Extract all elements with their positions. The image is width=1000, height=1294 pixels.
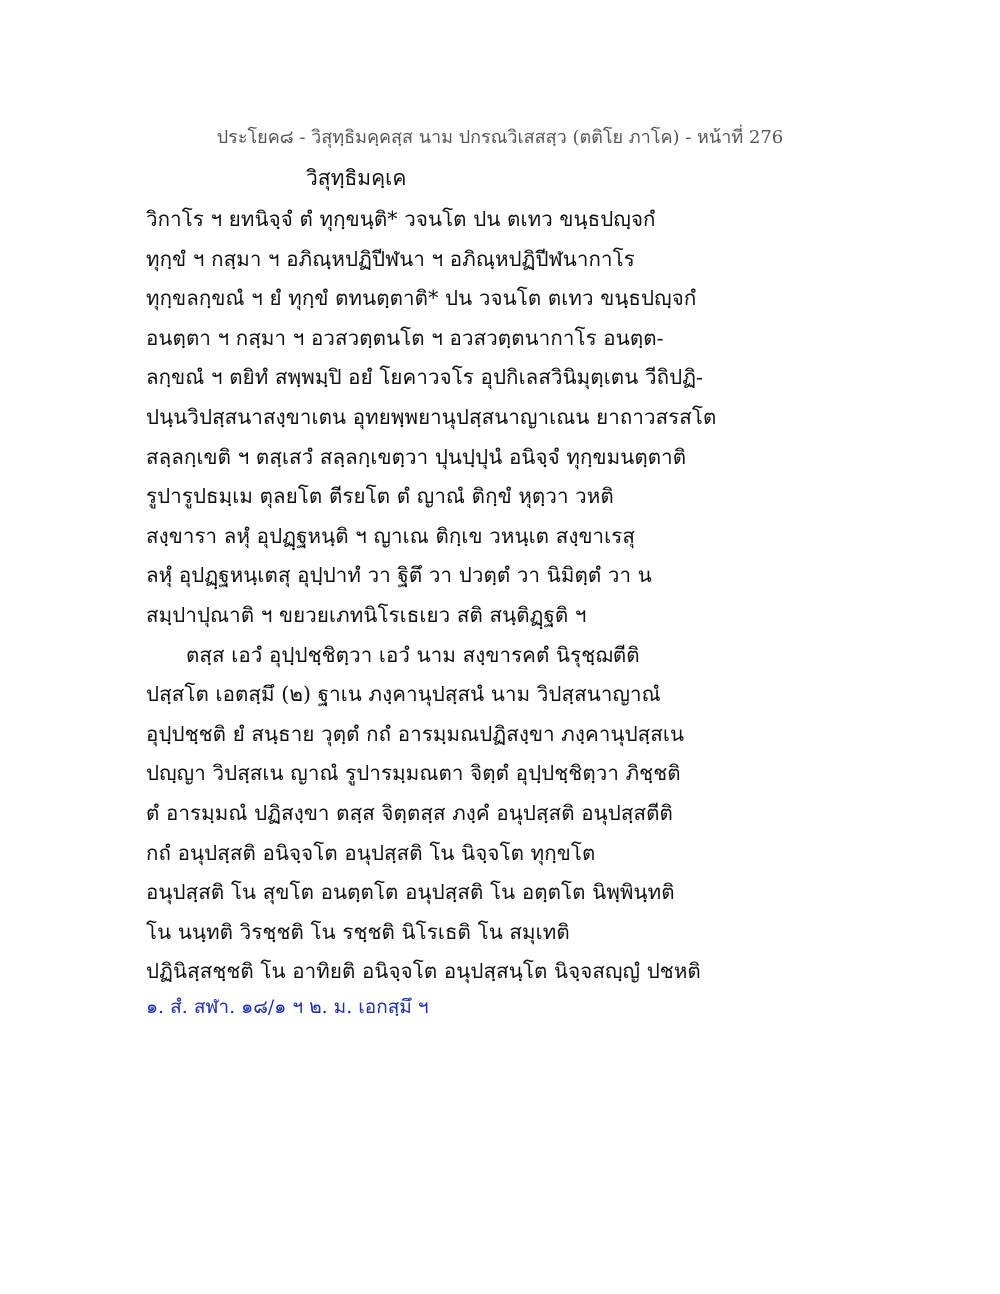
text-line: ปสฺสโต เอตสฺมึ (๒) ฐาเน ภงฺคานุปสฺสนํ นาม วิปสฺสนาญาณํ: [146, 682, 661, 707]
text-line: อุปฺปชฺชติ ยํ สนฺธาย วุตฺตํ กถํ อารมฺมณปฏิสงฺขา ภงฺคานุปสฺสเน: [146, 721, 685, 746]
text-line: ปนฺนวิปสฺสนาสงฺขาเตน อุทยพฺพยานุปสฺสนาญาเณน ยาถาวสรสโต: [146, 404, 717, 429]
text-line: ลกฺขณํ ฯ ตยิทํ สพฺพมฺปิ อยํ โยคาวจโร อุปกิเลสวินิมุตฺเตน วีถิปฏิ-: [146, 365, 704, 390]
text-line: อนตฺตา ฯ กสฺมา ฯ อวสวตฺตนโต ฯ อวสวตฺตนากาโร อนตฺต-: [146, 325, 664, 350]
text-line: สลฺลกฺเขติ ฯ ตสฺเสวํ สลฺลกฺเขตฺวา ปุนปฺปุนํ อนิจฺจํ ทุกฺขมนตฺตาติ: [146, 444, 687, 469]
footnote: ๑. สํ. สฬา. ๑๘/๑ ฯ ๒. ม. เอกสฺมึ ฯ: [146, 995, 429, 1018]
text-line: ตํ อารมฺมณํ ปฏิสงฺขา ตสฺส จิตฺตสฺส ภงฺคํ อนุปสฺสติ อนุปสฺสตีติ: [146, 800, 673, 825]
text-line: ลหุํ อุปฏฺฐหนฺเตสุ อุปฺปาทํ วา ฐิตึ วา ปวตฺตํ วา นิมิตฺตํ วา น: [146, 563, 652, 588]
text-line: ตสฺส เอวํ อุปฺปชฺชิตฺวา เอวํ นาม สงฺขารคตํ นิรุชฺฌตีติ: [186, 642, 640, 667]
text-line: วิกาโร ฯ ยทนิจฺจํ ตํ ทุกฺขนฺติ* วจนโต ปน ตเทว ขนฺธปญฺจกํ: [146, 207, 656, 231]
text-line: สมฺปาปุณาติ ฯ ขยวยเภทนิโรเธเยว สติ สนฺติฏฺฐติ ฯ: [146, 602, 587, 627]
book-title: วิสุทฺธิมคฺเค: [306, 166, 407, 190]
text-line: ปฏินิสฺสชฺชติ โน อาทิยติ อนิจฺจโต อนุปสฺสนฺโต นิจฺจสญฺญํ ปชหติ: [146, 959, 701, 984]
text-line: ปญฺญา วิปสฺสเน ญาณํ รูปารมฺมณตา จิตฺตํ อุปฺปชฺชิตฺวา ภิชฺชติ: [146, 761, 681, 786]
body-text: [146, 200, 717, 1022]
text-line: ทุกฺขํ ฯ กสฺมา ฯ อภิณฺหปฏิปีฬนา ฯ อภิณฺหปฏิปีฬนากาโร: [146, 246, 635, 271]
text-line: สงฺขารา ลหุํ อุปฏฺฐหนฺติ ฯ ญาเณ ติกฺเข วหนฺเต สงฺขาเรสุ: [146, 523, 635, 548]
text-line: รูปารูปธมฺเม ตุลยโต ตีรยโต ตํ ญาณํ ติกฺขํ หุตฺวา วหติ: [146, 484, 614, 509]
text-line: อนุปสฺสติ โน สุขโต อนตฺตโต อนุปสฺสติ โน อตฺตโต นิพฺพินฺทติ: [146, 880, 675, 905]
text-line: ทุกฺขลกฺขณํ ฯ ยํ ทุกฺขํ ตทนตฺตาติ* ปน วจนโต ตเทว ขนฺธปญฺจกํ: [146, 286, 697, 311]
paragraph-2: [146, 636, 706, 992]
page-header: ประโยค๘ - วิสุทฺธิมคฺคสฺส นาม ปกรณวิเสสสฺว (ตติโย ภาโค) - หน้าที่ 276: [216, 127, 784, 148]
paragraph-1: [146, 200, 717, 636]
text-line: โน นนฺทติ วิรชฺชติ โน รชฺชติ นิโรเธติ โน สมุเทติ: [146, 919, 570, 944]
text-line: กถํ อนุปสฺสติ อนิจฺจโต อนุปสฺสติ โน นิจฺจโต ทุกฺขโต: [146, 840, 596, 865]
